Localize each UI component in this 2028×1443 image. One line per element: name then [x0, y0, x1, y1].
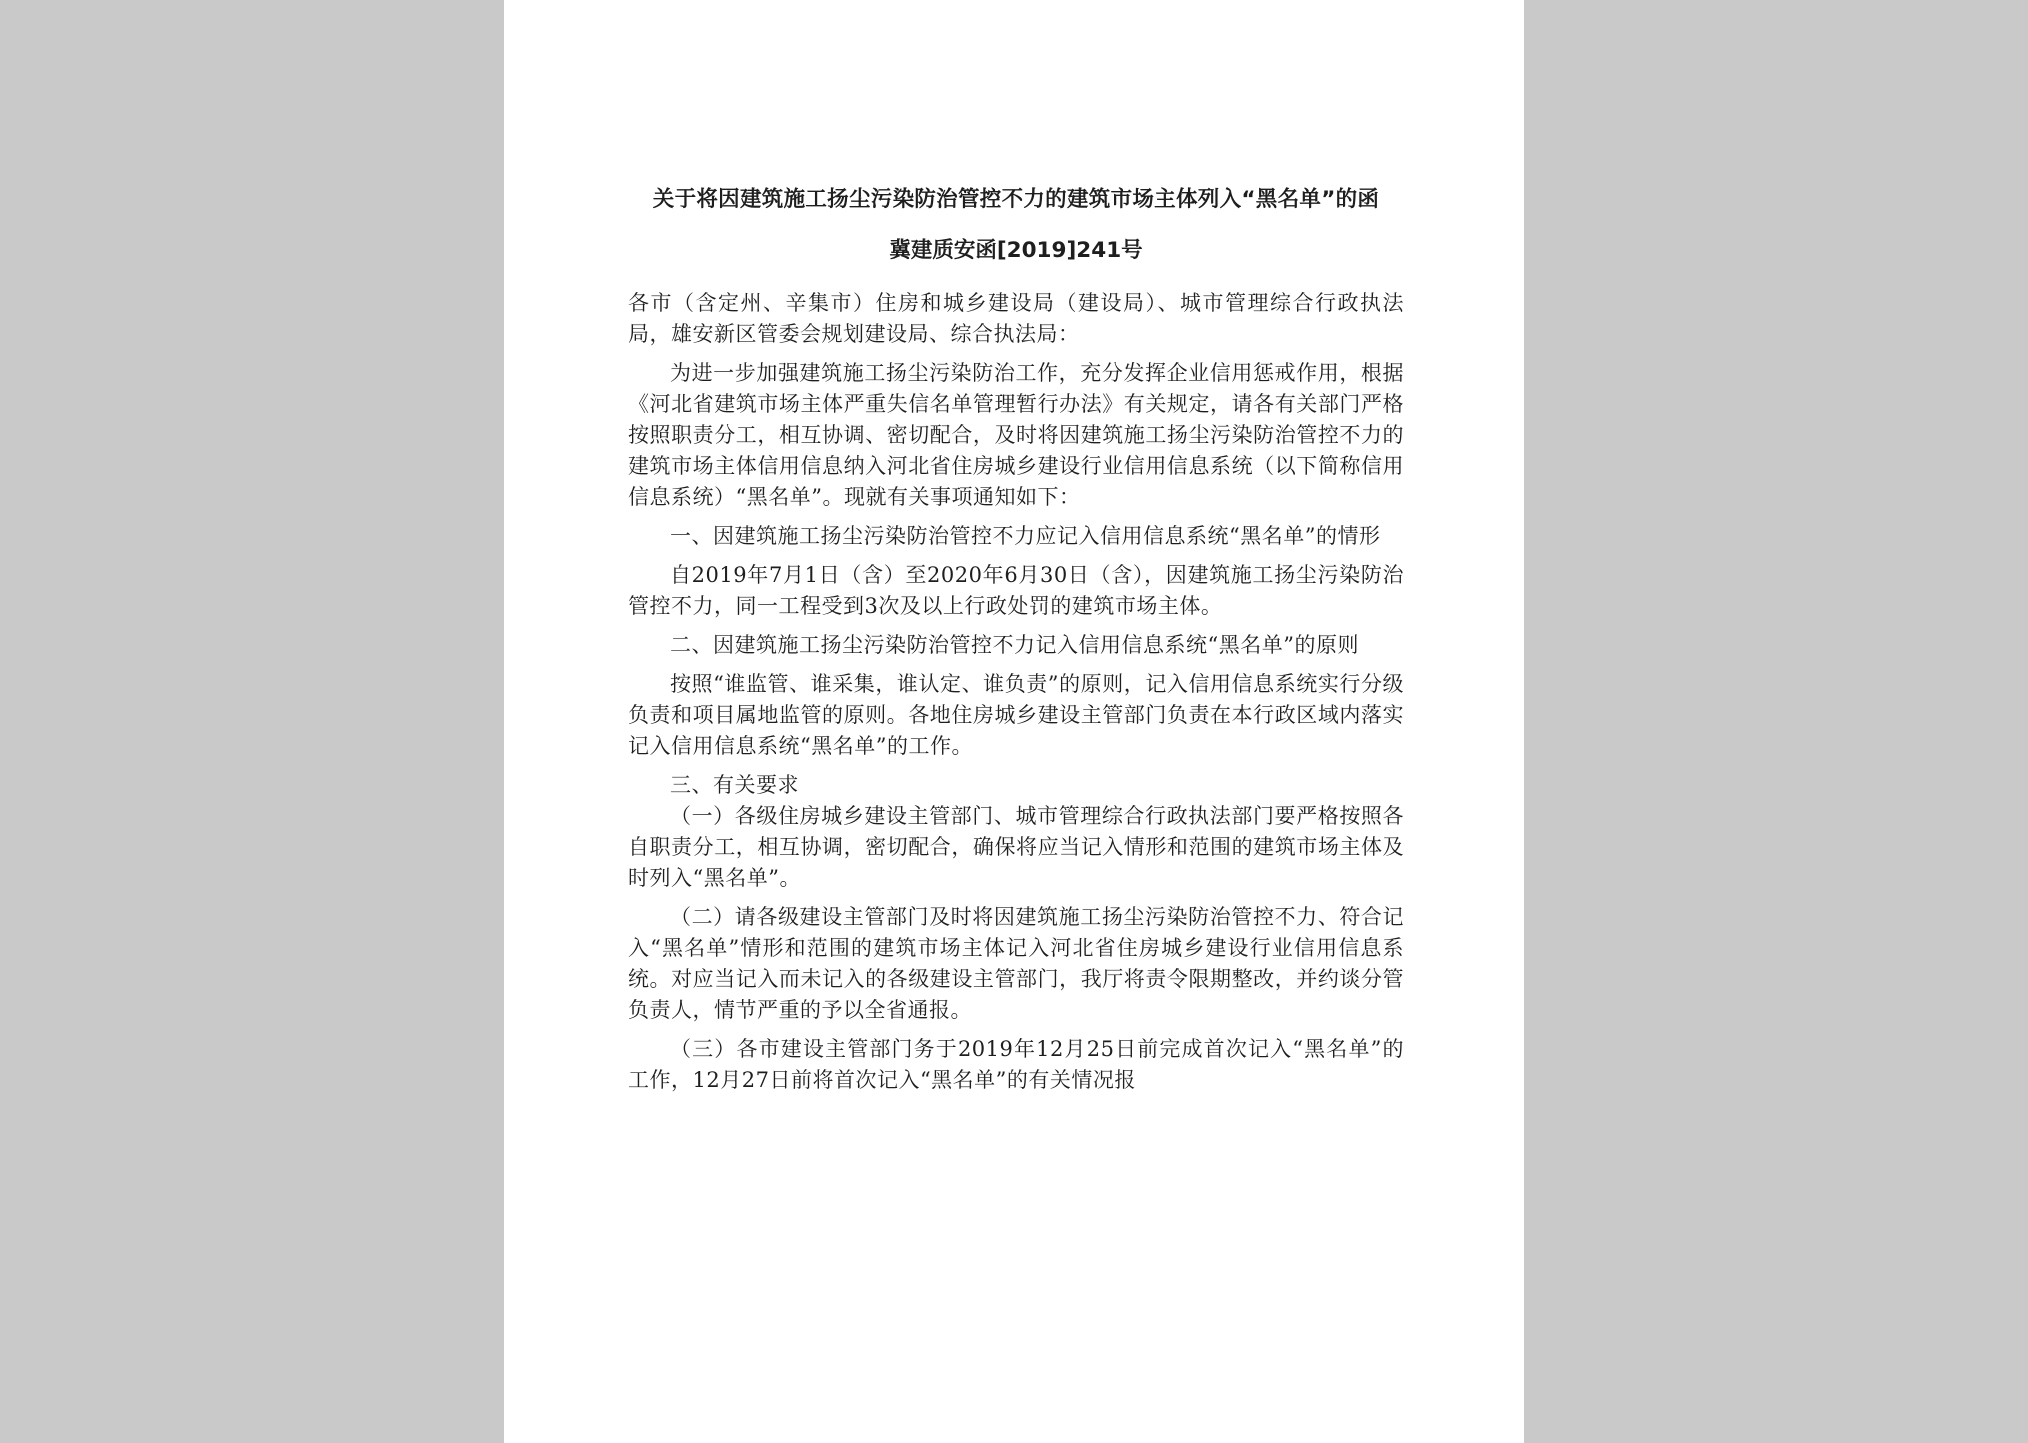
document-title: 关于将因建筑施工扬尘污染防治管控不力的建筑市场主体列入“黑名单”的函 [652, 187, 1380, 212]
section-1-body: 自2019年7月1日（含）至2020年6月30日（含），因建筑施工扬尘污染防治管控不力，同一工程受到3次及以上行政处罚的建筑市场主体。 [628, 563, 1404, 618]
intro-paragraph: 为进一步加强建筑施工扬尘污染防治工作，充分发挥企业信用惩戒作用，根据《河北省建筑市场主体严重失信名单管理暂行办法》有关规定，请各有关部门严格按照职责分工，相互协调、密切配合，及时将因建筑施工扬尘污染防治管控不力的建筑市场主体信用信息纳入河北省住房城乡建设行业信用信息系统（以下简称信用信息系统）“黑名单”。现就有关事项通知如下： [628, 361, 1404, 509]
addressee-paragraph: 各市（含定州、辛集市）住房和城乡建设局（建设局）、城市管理综合行政执法局，雄安新区管委会规划建设局、综合执法局： [628, 291, 1404, 346]
section-3-item-2: （二）请各级建设主管部门及时将因建筑施工扬尘污染防治管控不力、符合记入“黑名单”情形和范围的建筑市场主体记入河北省住房城乡建设行业信用信息系统。对应当记入而未记入的各级建设主管部门，我厅将责令限期整改，并约谈分管负责人，情节严重的予以全省通报。 [628, 905, 1404, 1022]
document-number: 冀建质安函[2019]241号 [889, 238, 1143, 263]
section-2-body: 按照“谁监管、谁采集，谁认定、谁负责”的原则，记入信用信息系统实行分级负责和项目属地监管的原则。各地住房城乡建设主管部门负责在本行政区域内落实记入信用信息系统“黑名单”的工作。 [628, 672, 1404, 758]
section-3-item-1: （一）各级住房城乡建设主管部门、城市管理综合行政执法部门要严格按照各自职责分工，相互协调，密切配合，确保将应当记入情形和范围的建筑市场主体及时列入“黑名单”。 [628, 804, 1404, 890]
section-2-heading: 二、因建筑施工扬尘污染防治管控不力记入信用信息系统“黑名单”的原则 [670, 633, 1359, 657]
document-body [628, 184, 1404, 1096]
document-page [504, 0, 1524, 1443]
section-1-heading: 一、因建筑施工扬尘污染防治管控不力应记入信用信息系统“黑名单”的情形 [670, 524, 1381, 548]
section-3-heading: 三、有关要求 [670, 773, 799, 797]
section-3-item-3: （三）各市建设主管部门务于2019年12月25日前完成首次记入“黑名单”的工作，12月27日前将首次记入“黑名单”的有关情况报 [628, 1037, 1404, 1092]
